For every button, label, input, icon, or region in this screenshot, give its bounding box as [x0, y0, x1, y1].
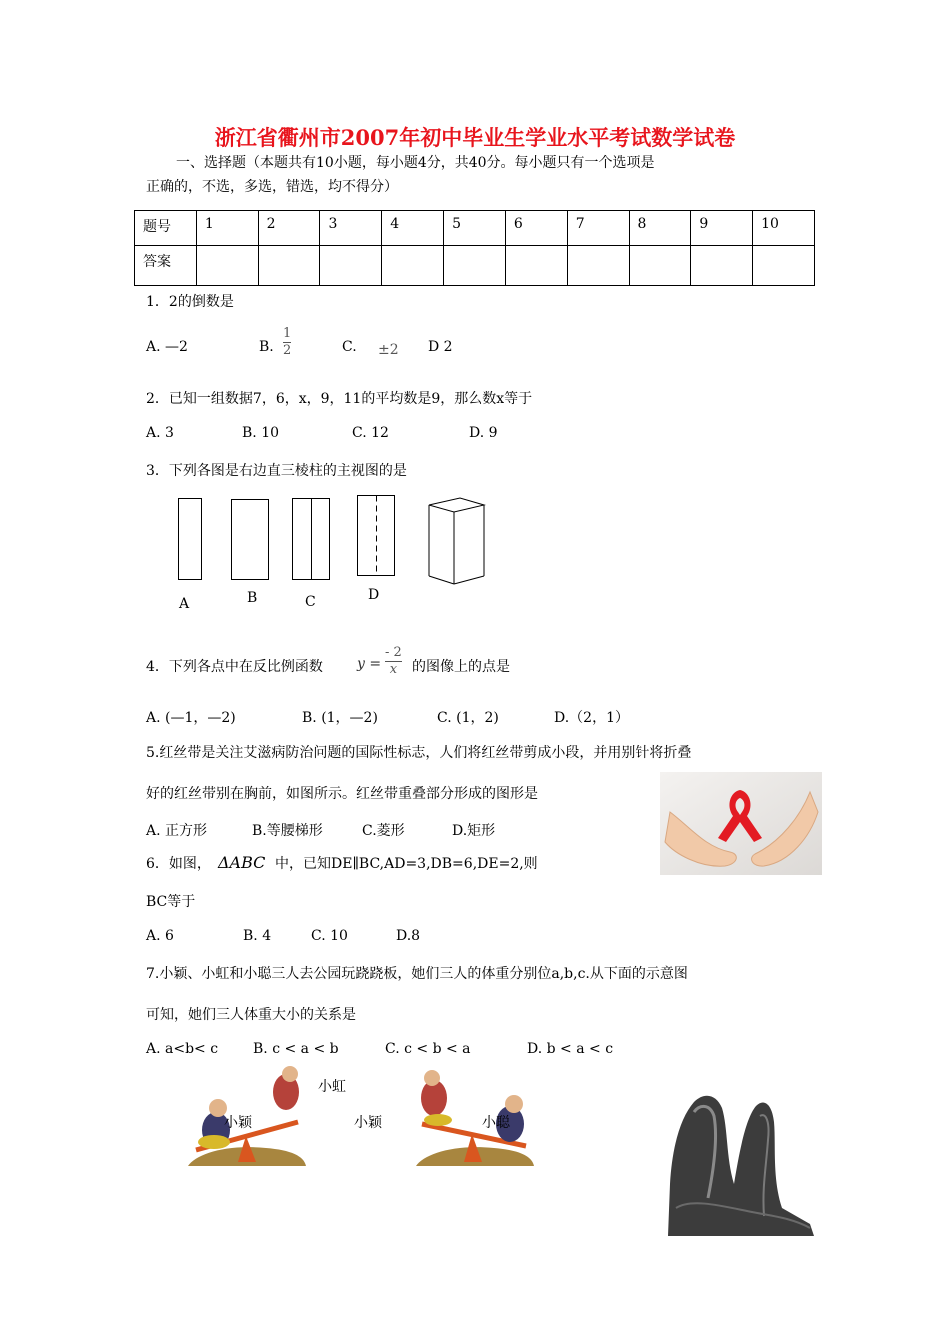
q4-option-a: A. (—1，—2) [146, 710, 236, 726]
label-xiaohong: 小虹 [318, 1079, 346, 1095]
answer-cell [753, 246, 815, 286]
child-low-head [505, 1095, 523, 1113]
q6-option-a: A. 6 [146, 928, 174, 944]
table-number: 9 [691, 211, 753, 246]
q1-option-a: A. —2 [146, 339, 188, 355]
table-number: 3 [320, 211, 382, 246]
q3-stem: 3．下列各图是右边直三棱柱的主视图的是 [146, 463, 407, 479]
answer-cell [258, 246, 320, 286]
q3-label-a: A [179, 596, 190, 612]
table-number: 10 [753, 211, 815, 246]
table-number: 2 [258, 211, 320, 246]
rock-formation-image [662, 1088, 814, 1236]
q2-stem: 2．已知一组数据7，6，x，9，11的平均数是9，那么数x等于 [146, 391, 533, 407]
q1-option-d: D 2 [428, 339, 453, 355]
table-number: 4 [382, 211, 444, 246]
q4-option-b: B. (1，—2) [302, 710, 378, 726]
q3-label-d: D [368, 587, 380, 603]
table-number: 6 [505, 211, 567, 246]
q4-fraction [385, 645, 402, 678]
q5-option-d: D.矩形 [452, 823, 496, 839]
q6-line1-post: 中，已知DE∥BC,AD=3,DB=6,DE=2,则 [275, 856, 538, 872]
q4-stem-post: 的图像上的点是 [412, 659, 510, 675]
table-header-label: 题号 [135, 211, 197, 246]
q4-option-c: C. (1，2) [437, 710, 499, 726]
q2-option-a: A. 3 [146, 425, 174, 441]
q7-option-b: B. c < a < b [253, 1041, 339, 1057]
q7-line1: 7.小颖、小虹和小聪三人去公园玩跷跷板，她们三人的体重分别位a,b,c.从下面的示意图 [146, 966, 688, 982]
table-answer-label: 答案 [135, 246, 197, 286]
answer-table-answer-row [135, 246, 815, 286]
answer-table [134, 210, 815, 286]
answer-cell [505, 246, 567, 286]
q1-option-c-value: ±2 [378, 342, 399, 358]
answer-cell [196, 246, 258, 286]
q6-option-b: B. 4 [243, 928, 272, 944]
q5-line1: 5.红丝带是关注艾滋病防治问题的国际性标志，人们将红丝带剪成小段，并用别针将折叠 [146, 745, 692, 761]
answer-cell [567, 246, 629, 286]
q6-option-d: D.8 [396, 928, 421, 944]
child-high-head [424, 1070, 440, 1086]
seat-low [198, 1135, 230, 1149]
q6-line1-pre: 6．如图， [146, 856, 211, 872]
q4-y-eq: y = [357, 656, 382, 672]
section-heading-line2: 正确的，不选，多选，错选，均不得分） [146, 179, 398, 195]
label-xiaoying-1: 小颖 [224, 1115, 252, 1131]
q5-option-a: A. 正方形 [146, 823, 208, 839]
label-xiaoying-2: 小颖 [354, 1115, 382, 1131]
q6-option-c: C. 10 [311, 928, 348, 944]
q1-option-b-prefix: B. [259, 339, 274, 355]
child-high-head [282, 1066, 298, 1082]
label-xiaocong: 小聪 [482, 1115, 510, 1131]
q4-option-d: D.（2，1） [554, 710, 629, 726]
answer-table-header-row [135, 211, 815, 246]
table-number: 1 [196, 211, 258, 246]
q2-option-c: C. 12 [352, 425, 389, 441]
q5-option-c: C.菱形 [362, 823, 405, 839]
q2-option-d: D. 9 [469, 425, 498, 441]
seesaw-figure-2 [414, 1064, 536, 1170]
section-heading-line1: 一、选择题（本题共有10小题，每小题4分，共40分。每小题只有一个选项是 [176, 155, 655, 171]
table-number: 7 [567, 211, 629, 246]
table-number: 5 [444, 211, 506, 246]
q7-line2: 可知，她们三人体重大小的关系是 [146, 1007, 356, 1023]
figure-a-rect [179, 499, 202, 580]
answer-cell [629, 246, 691, 286]
figure-b-rect [232, 500, 269, 580]
prism-figure [429, 498, 484, 584]
q7-option-c: C. c < b < a [385, 1041, 471, 1057]
q3-label-c: C [305, 594, 316, 610]
answer-cell [691, 246, 753, 286]
fraction-denominator: x [389, 662, 398, 677]
q5-line2: 好的红丝带别在胸前，如图所示。红丝带重叠部分形成的图形是 [146, 786, 538, 802]
answer-cell [382, 246, 444, 286]
q1-stem: 1．2的倒数是 [146, 294, 234, 310]
answer-cell [320, 246, 382, 286]
q6-line2: BC等于 [146, 894, 196, 910]
q2-option-b: B. 10 [242, 425, 280, 441]
q7-option-a: A. a<b< c [146, 1041, 219, 1057]
fraction-numerator: 1 [283, 326, 292, 341]
page-title: 浙江省衢州市2007年初中毕业生学业水平考试数学试卷 [214, 125, 736, 150]
red-ribbon-image [660, 772, 822, 875]
table-number: 8 [629, 211, 691, 246]
answer-cell [444, 246, 506, 286]
q1-option-c: C. [342, 339, 357, 355]
q4-stem-pre: 4．下列各点中在反比例函数 [146, 659, 323, 675]
seat-high [424, 1114, 452, 1126]
q3-figures [170, 490, 510, 590]
q5-option-b: B.等腰梯形 [252, 823, 323, 839]
q6-triangle: ΔABC [218, 853, 266, 872]
q1-option-b-fraction [283, 326, 291, 359]
q3-label-b: B [247, 590, 258, 606]
fraction-numerator: - 2 [385, 645, 402, 660]
fraction-denominator: 2 [283, 343, 292, 358]
q7-option-d: D. b < a < c [527, 1041, 614, 1057]
